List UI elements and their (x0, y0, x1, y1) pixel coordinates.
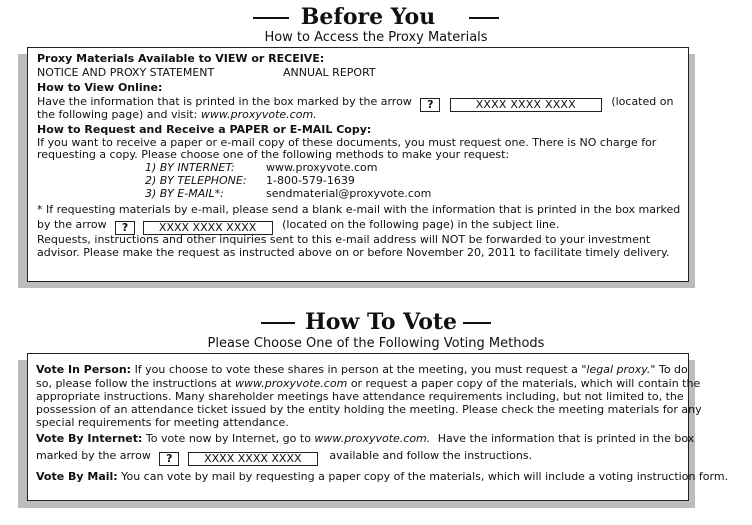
method-internet-value[interactable]: www.proxyvote.com (266, 161, 378, 174)
vote-person-line-4: possession of an attendance ticket issued by the entity holding the meeting. Please check the meeting materials for any (36, 403, 702, 416)
vote-person-text: so, please follow the instructions at (36, 377, 232, 390)
vote-internet-text: available and follow the instructions. (329, 449, 533, 462)
vote-internet-line-2 (36, 450, 532, 466)
before-you-title-text: Before You (300, 4, 436, 30)
vote-internet-url[interactable]: www.proxyvote.com. (314, 432, 431, 445)
view-online-located: (located on (611, 95, 674, 108)
how-to-vote-title-text: How To Vote (304, 309, 458, 335)
forward-note-1: Requests, instructions and other inquiries sent to this e-mail address will NOT be forwarded to your investment (37, 233, 651, 246)
vote-in-person-label: Vote In Person: (36, 363, 132, 376)
how-to-vote-title (0, 309, 752, 335)
view-online-text: Have the information that is printed in the box marked by the arrow (37, 95, 412, 108)
vote-person-line-5: special requirements for meeting attendance. (36, 416, 289, 429)
vote-person-line-2 (36, 378, 700, 390)
vote-person-text-end: " To do (650, 363, 688, 376)
vote-person-url[interactable]: www.proxyvote.com (234, 377, 348, 390)
available-heading: Proxy Materials Available to VIEW or RECEIVE: (37, 52, 325, 65)
title-dash-right (469, 17, 499, 19)
method-email-label: 3) BY E-MAIL*: (145, 187, 224, 200)
footnote-located: (located on the following page) in the subject line. (282, 218, 560, 231)
arrow-marker-box: ? (115, 221, 135, 235)
vote-by-internet-label: Vote By Internet: (36, 432, 143, 445)
method-email-value[interactable]: sendmaterial@proxyvote.com (266, 187, 432, 200)
title-dash-left (253, 17, 289, 19)
method-telephone-value: 1-800-579-1639 (266, 174, 355, 187)
before-panel (27, 47, 689, 282)
doc-notice: NOTICE AND PROXY STATEMENT (37, 66, 215, 79)
arrow-marker-box: ? (159, 452, 179, 466)
legal-proxy-term: legal proxy. (586, 363, 651, 376)
before-you-title (0, 4, 752, 30)
vote-person-text: or request a paper copy of the materials, which will contain the (350, 377, 701, 390)
view-online-line-2 (37, 109, 317, 121)
view-online-heading: How to View Online: (37, 81, 163, 94)
method-telephone-label: 2) BY TELEPHONE: (145, 174, 247, 187)
view-online-following: the following page) and visit: (37, 108, 198, 121)
doc-annual-report: ANNUAL REPORT (283, 66, 376, 79)
forward-note-2: advisor. Please make the request as instructed above on or before November 20, 2011 to facilitate timely delivery. (37, 246, 670, 259)
vote-panel (27, 353, 729, 501)
control-number-box: XXXX XXXX XXXX (188, 452, 318, 466)
control-number-box: XXXX XXXX XXXX (450, 98, 602, 112)
vote-internet-text: To vote now by Internet, go to (145, 432, 311, 445)
request-text-2: requesting a copy. Please choose one of the following methods to make your request: (37, 148, 510, 161)
email-footnote-1: * If requesting materials by e-mail, please send a blank e-mail with the information that is printed in the box marked (37, 203, 681, 216)
vote-internet-line-1 (36, 433, 694, 445)
request-text-1: If you want to receive a paper or e-mail copy of these documents, you must request one. There is NO charge for (37, 136, 657, 149)
vote-person-line-1 (36, 364, 688, 376)
footnote-arrow-text: by the arrow (37, 218, 107, 231)
vote-internet-text: Have the information that is printed in the box (437, 432, 695, 445)
vote-person-line-3: appropriate instructions. Many shareholder meetings have attendance requirements including, but not limited to, the (36, 390, 684, 403)
vote-by-mail-label: Vote By Mail: (36, 470, 118, 483)
vote-internet-text: marked by the arrow (36, 449, 151, 462)
vote-person-text: If you choose to vote these shares in person at the meeting, you must request a " (134, 363, 587, 376)
how-to-vote-subtitle: Please Choose One of the Following Voting Methods (207, 336, 545, 351)
vote-mail-text: You can vote by mail by requesting a paper copy of the materials, which will include a voting instruction form. (121, 470, 729, 483)
arrow-marker-box: ? (420, 98, 440, 112)
title-dash-right (463, 322, 491, 324)
control-number-box: XXXX XXXX XXXX (143, 221, 273, 235)
before-you-subtitle: How to Access the Proxy Materials (264, 30, 488, 45)
method-internet-label: 1) BY INTERNET: (145, 161, 235, 174)
request-heading: How to Request and Receive a PAPER or E-MAIL Copy: (37, 123, 372, 136)
vote-mail-line (36, 471, 728, 483)
view-online-url[interactable]: www.proxyvote.com. (200, 108, 317, 121)
title-dash-left (261, 322, 295, 324)
